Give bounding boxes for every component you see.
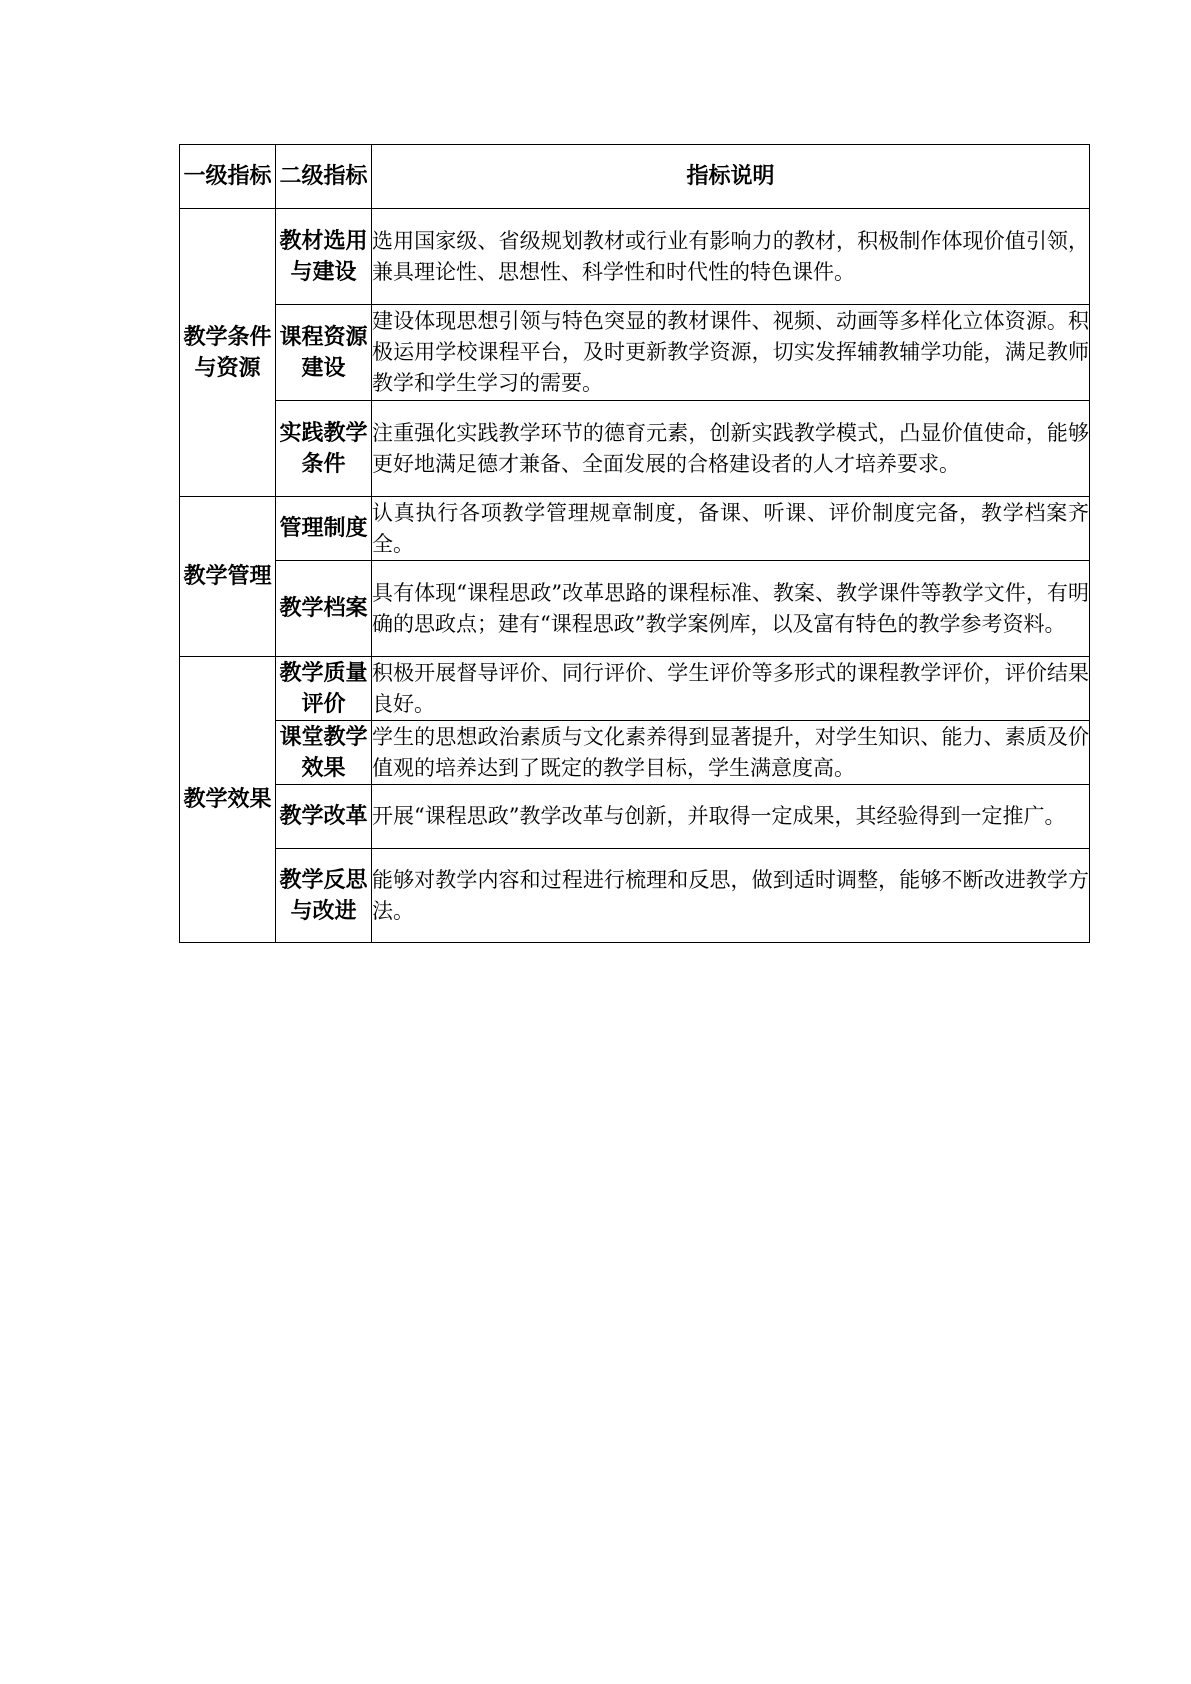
description-cell: 学生的思想政治素质与文化素养得到显著提升，对学生知识、能力、素质及价值观的培养达到了既定的教学目标，学生满意度高。 bbox=[372, 721, 1090, 785]
table-row bbox=[180, 721, 1090, 785]
table-row bbox=[180, 209, 1090, 305]
table-row bbox=[180, 849, 1090, 943]
table-row bbox=[180, 497, 1090, 561]
table-row bbox=[180, 305, 1090, 401]
level1-cell: 教学管理 bbox=[180, 497, 276, 657]
table-row bbox=[180, 785, 1090, 849]
description-cell: 能够对教学内容和过程进行梳理和反思，做到适时调整，能够不断改进教学方法。 bbox=[372, 849, 1090, 943]
evaluation-index-table bbox=[179, 144, 1090, 943]
description-cell: 选用国家级、省级规划教材或行业有影响力的教材，积极制作体现价值引领，兼具理论性、思想性、科学性和时代性的特色课件。 bbox=[372, 209, 1090, 305]
level2-cell: 教学质量评价 bbox=[276, 657, 372, 721]
level2-cell: 课程资源建设 bbox=[276, 305, 372, 401]
table-row bbox=[180, 657, 1090, 721]
description-cell: 注重强化实践教学环节的德育元素，创新实践教学模式，凸显价值使命，能够更好地满足德才兼备、全面发展的合格建设者的人才培养要求。 bbox=[372, 401, 1090, 497]
description-cell: 具有体现“课程思政”改革思路的课程标准、教案、教学课件等教学文件，有明确的思政点；建有“课程思政”教学案例库，以及富有特色的教学参考资料。 bbox=[372, 561, 1090, 657]
description-cell: 积极开展督导评价、同行评价、学生评价等多形式的课程教学评价，评价结果良好。 bbox=[372, 657, 1090, 721]
level2-cell: 教学反思与改进 bbox=[276, 849, 372, 943]
header-level1: 一级指标 bbox=[180, 145, 276, 209]
description-cell: 建设体现思想引领与特色突显的教材课件、视频、动画等多样化立体资源。积极运用学校课程平台，及时更新教学资源，切实发挥辅教辅学功能，满足教师教学和学生学习的需要。 bbox=[372, 305, 1090, 401]
level2-cell: 课堂教学效果 bbox=[276, 721, 372, 785]
table-row bbox=[180, 401, 1090, 497]
header-description: 指标说明 bbox=[372, 145, 1090, 209]
description-cell: 认真执行各项教学管理规章制度，备课、听课、评价制度完备，教学档案齐全。 bbox=[372, 497, 1090, 561]
level2-cell: 管理制度 bbox=[276, 497, 372, 561]
table-row bbox=[180, 561, 1090, 657]
level2-cell: 实践教学条件 bbox=[276, 401, 372, 497]
level2-cell: 教材选用与建设 bbox=[276, 209, 372, 305]
level2-cell: 教学改革 bbox=[276, 785, 372, 849]
level1-cell: 教学条件与资源 bbox=[180, 209, 276, 497]
header-level2: 二级指标 bbox=[276, 145, 372, 209]
level1-cell: 教学效果 bbox=[180, 657, 276, 943]
table-header-row bbox=[180, 145, 1090, 209]
level2-cell: 教学档案 bbox=[276, 561, 372, 657]
description-cell: 开展“课程思政”教学改革与创新，并取得一定成果，其经验得到一定推广。 bbox=[372, 785, 1090, 849]
